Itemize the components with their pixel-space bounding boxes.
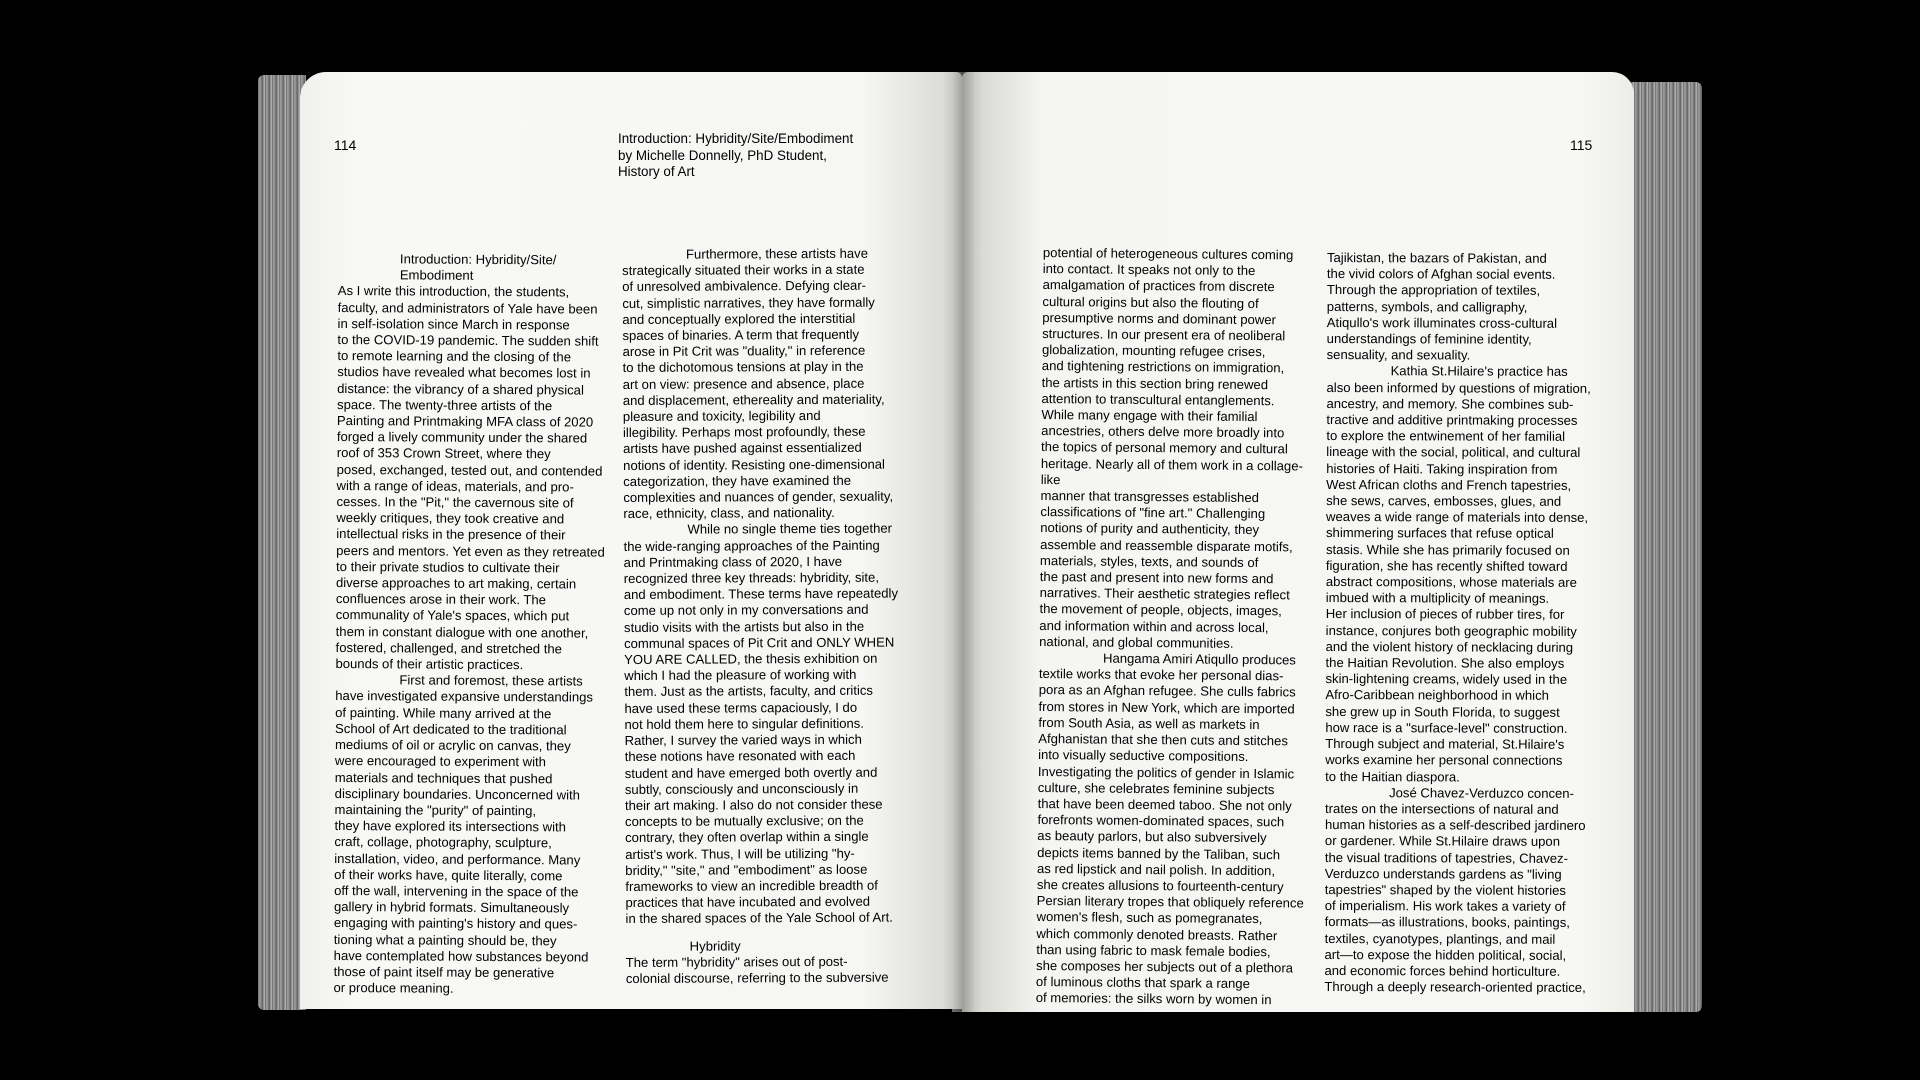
left-column-2 bbox=[622, 246, 904, 988]
paragraph: potential of heterogeneous cultures coming into contact. It speaks not only to the amalgamation of practices from discrete cultural origins but also the flouting of presumptive norms and dominant power structures. In our present era of neoliberal globalization, mounting refugee crises, and tightening restrictions on immigration, the artists in this section bring renewed attention to transcultural entanglements. While many engage with their familial ancestries, others delve more broadly into the topics of personal memory and cultural heritage. Nearly all of them work in a collage-like manner that transgresses established classifications of "fine art." Challenging notions of purity and authenticity, they assemble and reassemble disparate motifs, materials, styles, texts, and sounds of the past and present into new forms and narratives. Their aesthetic strategies reflect the movement of people, objects, images, and information within and across local, national, and global communities. bbox=[1039, 245, 1303, 651]
paragraph: Tajikistan, the bazars of Pakistan, and the vivid colors of Afghan social events. Through the appropriation of textiles, patterns, symbols, and calligraphy, Atiqullo's work illuminates cross-cultural understandings of feminine identity, sensuality, and sexuality. bbox=[1326, 250, 1558, 363]
section-heading: Introduction: Hybridity/Site/ Embodiment bbox=[399, 251, 557, 284]
right-page-number: 115 bbox=[1570, 137, 1593, 153]
paragraph: As I write this introduction, the students, faculty, and administrators of Yale have been in self-isolation since March in response to the COVID-19 pandemic. The sudden shift to remote learning and the closing of the studios have revealed what becomes lost in distance: the vibrancy of a shared physical space. The twenty-three artists of the Painting and Printmaking MFA class of 2020 forged a lively community under the shared roof of 353 Crown Street, where they posed, exchanged, tested out, and contended with a range of ideas, materials, and pro- cesses. In the "Pit," the cavernous site of weekly critiques, they took creative and intellectual risks in the presence of their peers and mentors. Yet even as they retreated to their private studios to cultivate their diverse approaches to art making, certain confluences arose in their work. The communality of Yale's spaces, which put them in constant dialogue with one another, fostered, challenged, and stretched the bounds of their artistic practices. bbox=[335, 283, 605, 673]
paragraph: Kathia St.Hilaire's practice has also been informed by questions of migration, ancestry, and memory. She combines sub- tractive and additive printmaking processes to explore the entwinement of her familial lineage with the social, political, and cultural histories of Haiti. Taking inspiration from West African cloths and French tapestries, she sews, carves, embosses, glues, and weaves a wide range of materials into dense, shimmering surfaces that refuse optical stasis. While she has primarily focused on figuration, she has recently shifted toward abstract compositions, whose materials are imbued with a multiplicity of meanings. Her inclusion of pieces of rubber tires, for instance, conjures both geographic mobility and the violent history of necklacing during the Haitian Revolution. She also employs skin-lightening creams, widely used in the Afro-Caribbean neighborhood in which she grew up in South Florida, to suggest how race is a "surface-level" construction. Through subject and material, St.Hilaire's works examine her personal connections to the Haitian diaspora. bbox=[1325, 363, 1591, 784]
paragraph: Furthermore, these artists have strategically situated their works in a state of unresolved ambivalence. Defying clear- cut, simplistic narratives, they have formally and conceptually explored the interstitial spaces of binaries. A term that frequently arose in Pit Crit was "duality," in reference to the dichotomous tensions at play in the art on view: presence and absence, place and displacement, ethereality and materiality, pleasure and toxicity, legibility and illegibility. Perhaps most profoundly, these artists have pushed against essentialized notions of identity. Resisting one-dimensional categorization, they have examined the complexities and nuances of gender, sexuality, race, ethnicity, class, and nationality. bbox=[622, 245, 894, 522]
subheading-hybridity: Hybridity bbox=[689, 937, 741, 954]
right-column-1 bbox=[1036, 245, 1321, 1009]
paragraph: The term "hybridity" arises out of post- colonial discourse, referring to the subversive bbox=[625, 953, 889, 986]
paragraph: José Chavez-Verduzco concen- trates on the intersections of natural and human histories as a self-described jardinero or gardener. While St.Hilaire draws upon the visual traditions of tapestries, Chavez- Verduzco understands gardens as "living tapestries" shaped by the violent histories of imperialism. His work takes a variety of formats—as illustrations, books, paintings, textiles, cyanotypes, plantings, and mail art—to expose the hidden political, social, and economic forces behind horticulture. Through a deeply research-oriented practice, bbox=[1324, 784, 1586, 996]
right-column-2 bbox=[1324, 250, 1607, 996]
paragraph: While no single theme ties together the wide-ranging approaches of the Painting and Printmaking class of 2020, I have recognized three key threads: hybridity, site, and embodiment. These terms have repeatedly come up not only in my conversations and studio visits with the artists but also in the communal spaces of Pit Crit and ONLY WHEN YOU ARE CALLED, the thesis exhibition on which I had the pleasure of working with them. Just as the artists, faculty, and critics have used these terms capaciously, I do not hold them here to singular definitions. Rather, I survey the varied ways in which these notions have resonated with each student and have emerged both overtly and subtly, consciously and unconsciously in their art making. I also do not consider these concepts to be mutually exclusive; on the contrary, they often overlap within a single artist's work. Thus, I will be utilizing "hy- bridity," "site," and "embodiment" as loose frameworks to view an incredible breadth of practices that have incubated and evolved in the shared spaces of the Yale School of Art. bbox=[623, 521, 899, 927]
running-head: Introduction: Hybridity/Site/Embodiment by Michelle Donnelly, PhD Student, History of Art bbox=[618, 131, 854, 179]
left-page-number: 114 bbox=[334, 137, 357, 153]
paragraph: First and foremost, these artists have investigated expansive understandings of painting. While many arrived at the School of Art dedicated to the traditional mediums of oil or acrylic on canvas, they were encouraged to experiment with materials and techniques that pushed disciplinary boundaries. Unconcerned with maintaining the "purity" of painting, they have explored its intersections with craft, collage, photography, sculpture, installation, video, and performance. Many of their works have, quite literally, come off the wall, intervening in the space of the gallery in hybrid formats. Simultaneously engaging with painting's history and ques- tioning what a painting should be, they have contemplated how substances beyond those of paint itself may be generative or produce meaning. bbox=[333, 672, 594, 996]
left-page-edges bbox=[258, 75, 306, 1010]
book-spine-gutter bbox=[952, 72, 974, 1012]
left-column-1 bbox=[333, 251, 608, 998]
paragraph: Hangama Amiri Atiqullo produces textile works that evoke her personal dias- pora as an Afghan refugee. She culls fabrics from stores in New York, which are imported from South Asia, as well as markets in Afghanistan that she then cuts and stitches into visually seductive compositions. Investigating the politics of gender in Islamic culture, she celebrates feminine subjects that have been deemed taboo. She not only forefronts women-dominated spaces, such as beauty parlors, but also subversively depicts items banned by the Taliban, such as red lipstick and nail polish. In addition, she creates allusions to fourteenth-century Persian literary tropes that obliquely reference women's flesh, such as pomegranates, which commonly denoted breasts. Rather than using fabric to mask female bodies, she composes her subjects out of a plethora of luminous cloths that spark a range of memories: the silks worn by women in bbox=[1035, 650, 1304, 1008]
